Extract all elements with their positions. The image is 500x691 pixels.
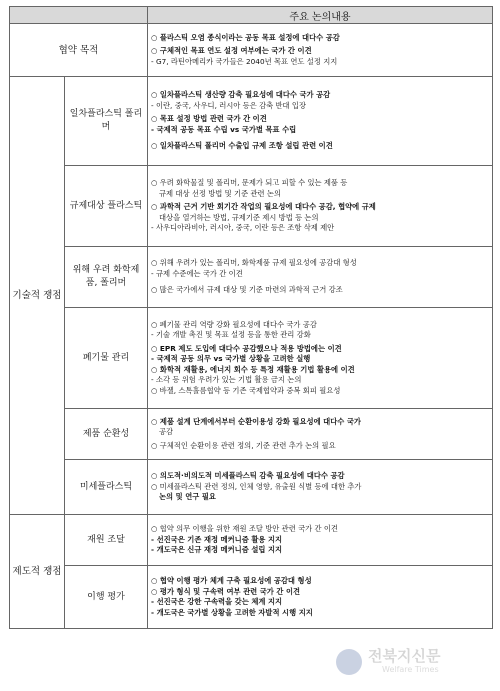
microplastic-content xyxy=(148,460,493,515)
list-item: ○ 많은 국가에서 규제 대상 및 기준 마련의 과학적 근거 강조 xyxy=(151,285,343,295)
product-circularity-content xyxy=(148,409,493,460)
hazard-chemicals-label: 위해 우려 화학제품, 폴리머 xyxy=(65,247,148,308)
microplastic-label: 미세플라스틱 xyxy=(65,460,148,515)
list-item: ○ 일차플라스틱 폴리머 수출입 규제 조항 설립 관련 이견 xyxy=(151,141,333,151)
list-item: ○ 협약 의무 이행을 위한 재원 조달 방안 관련 국가 간 이견 xyxy=(151,524,338,534)
watermark-english: Welfare Times xyxy=(382,665,439,674)
list-item: ○ 의도적·비의도적 미세플라스틱 감축 필요성에 대다수 공감 xyxy=(151,471,345,481)
list-item: ○ 구체적인 순환이용 관련 정의, 기준 관련 추가 논의 필요 xyxy=(151,440,336,450)
header-row xyxy=(10,7,493,24)
list-item: - 이란, 중국, 사우디, 러시아 등은 감축 반대 입장 xyxy=(151,100,307,110)
list-item: 대상을 열거하는 방법, 규제기준 제시 방법 등 논의 xyxy=(159,212,319,222)
list-item: - 국제적 공동 목표 수립 vs 국가별 목표 수립 xyxy=(151,124,297,134)
row-financing xyxy=(10,515,493,566)
regulated-plastic-content xyxy=(148,166,493,247)
list-item: - 선진국은 기존 재정 메커니즘 활용 지지 xyxy=(151,534,283,544)
row-purpose xyxy=(10,24,493,77)
list-item: 규제 대상 선정 방법 및 기준 관련 논의 xyxy=(159,188,281,198)
list-item: ○ 제품 설계 단계에서부터 순환이용성 강화 필요성에 대다수 국가 xyxy=(151,416,361,426)
primary-polymer-content xyxy=(148,77,493,166)
list-item: - 국제적 공동 의무 vs 국가별 상황을 고려한 실행 xyxy=(151,354,311,364)
list-item: - 소각 등 위험 우려가 있는 기법 활용 금지 논의 xyxy=(151,375,302,385)
header-blank xyxy=(10,7,148,24)
list-item: ○ 위해 우려가 있는 폴리머, 화학제품 규제 필요성에 공감대 형성 xyxy=(151,258,357,268)
row-regulated-plastic xyxy=(10,166,493,247)
evaluation-label: 이행 평가 xyxy=(65,566,148,629)
list-item: - 규제 수준에는 국가 간 이견 xyxy=(151,268,243,278)
row-waste-management xyxy=(10,308,493,409)
technical-label-text: 기술적 쟁점 xyxy=(12,290,62,301)
purpose-content xyxy=(148,24,493,77)
primary-polymer-label: 일차플라스틱 폴리머 xyxy=(65,77,148,166)
watermark-logo xyxy=(336,643,496,683)
row-evaluation xyxy=(10,566,493,629)
list-item: ○ 플라스틱 오염 종식이라는 공동 목표 설정에 대다수 공감 xyxy=(151,32,340,42)
waste-management-label: 폐기물 관리 xyxy=(65,308,148,409)
list-item: ○ 과학적 근거 기반 회기간 작업의 필요성에 대다수 공감, 협약에 규제 xyxy=(151,202,376,212)
list-item: ○ 협약 이행 평가 체계 구축 필요성에 공감대 형성 xyxy=(151,576,312,585)
institutional-label-text: 제도적 쟁점 xyxy=(12,566,62,577)
purpose-label: 협약 목적 xyxy=(10,24,148,77)
list-item: ○ 폐기물 관리 역량 강화 필요성에 대다수 국가 공감 xyxy=(151,319,317,329)
list-item: - 개도국은 신규 재정 메커니즘 설립 지지 xyxy=(151,545,283,555)
list-item: - 선진국은 강한 구속력을 갖는 체계 지지 xyxy=(151,597,283,606)
technical-label xyxy=(10,77,65,515)
header-title: 주요 논의내용 xyxy=(148,7,493,24)
financing-label: 재원 조달 xyxy=(65,515,148,566)
row-primary-polymer xyxy=(10,77,493,166)
watermark-korean: 전북지신문 xyxy=(368,647,441,665)
list-item: 논의 및 연구 필요 xyxy=(159,492,216,502)
list-item: ○ 화학적 재활용, 에너지 회수 등 특정 재활용 기법 활용에 이견 xyxy=(151,364,355,374)
list-item: - G7, 라틴아메리카 국가들은 2040년 목표 연도 설정 지지 xyxy=(151,56,338,66)
row-product-circularity xyxy=(10,409,493,460)
list-item: ○ 평가 형식 및 구속력 여부 관련 국가 간 이견 xyxy=(151,586,301,596)
waste-management-content xyxy=(148,308,493,409)
list-item: ○ 우려 화학물질 및 폴리머, 문제가 되고 피할 수 있는 제품 등 xyxy=(151,178,348,188)
list-item: - 사우디아라비아, 러시아, 중국, 이란 등은 조항 삭제 제안 xyxy=(151,223,335,233)
row-microplastic xyxy=(10,460,493,515)
list-item: - 개도국은 국가별 상황을 고려한 자발적 시행 지지 xyxy=(151,607,313,617)
list-item: ○ 목표 설정 방법 관련 국가 간 이견 xyxy=(151,114,267,124)
evaluation-content xyxy=(148,566,493,629)
list-item: ○ 일차플라스틱 생산량 감축 필요성에 대다수 국가 공감 xyxy=(151,90,331,100)
financing-content xyxy=(148,515,493,566)
list-item: ○ EPR 제도 도입에 대다수 공감했으나 적용 방법에는 이견 xyxy=(151,343,342,353)
list-item: ○ 바젤, 스톡홀름협약 등 기존 국제협약과 중복 회피 필요성 xyxy=(151,385,341,395)
regulated-plastic-label: 규제대상 플라스틱 xyxy=(65,166,148,247)
discussion-table xyxy=(9,6,493,629)
institutional-label xyxy=(10,515,65,629)
list-item: - 기술 개발 촉진 및 목표 설정 등을 통한 관리 강화 xyxy=(151,330,311,340)
product-circularity-label: 제품 순환성 xyxy=(65,409,148,460)
hazard-chemicals-content xyxy=(148,247,493,308)
list-item: 공감 xyxy=(159,427,174,437)
list-item: ○ 구체적인 목표 연도 설정 여부에는 국가 간 이견 xyxy=(151,46,312,56)
logo-icon xyxy=(336,649,362,675)
list-item: ○ 미세플라스틱 관련 정의, 인체 영향, 유출원 식별 등에 대한 추가 xyxy=(151,481,362,491)
row-hazard-chemicals xyxy=(10,247,493,308)
